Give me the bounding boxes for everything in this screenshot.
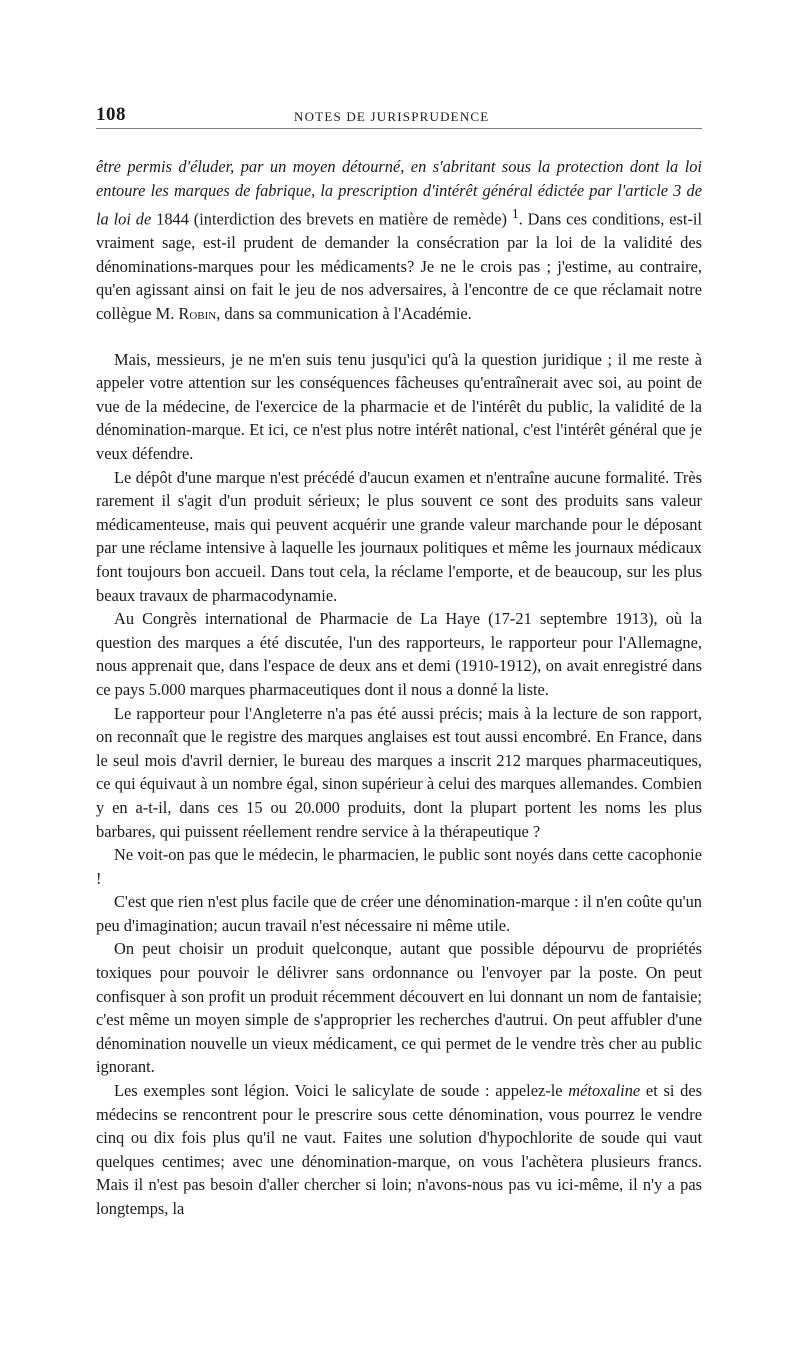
author-name: Robin (178, 304, 217, 324)
text-segment: . Dans ces conditions, est-il vraiment sage, est-il prudent de demander la consécration par la loi de la validité des dénominations-marques pour les médicaments? Je ne le crois pas ; j'estime, au contraire, qu'en agissant ainsi on fait le jeu de nos adversaires, à l'encontre de ce que réclamait notre collègue M. (96, 209, 703, 324)
page-header (96, 100, 702, 129)
paragraph-2: Mais, messieurs, je ne m'en suis tenu jusqu'ici qu'à la question juridique ; il me reste à appeler votre attention sur les conséquences fâcheuses qu'entraînerait avec soi, au point de vue de la médecine, de l'exercice de la pharmacie et de l'intérêt du public, la validité de la dénomination-marque. Et ici, ce n'est plus notre intérêt national, c'est l'intérêt général que je veux défendre. (96, 349, 702, 463)
page-number: 108 (96, 104, 126, 125)
paragraph-8: On peut choisir un produit quelconque, autant que possible dépourvu de propriétés toxiques pour pouvoir le délivrer sans ordonnance ou l'envoyer par la poste. On peut confisquer à son profit un produit récemment découvert en lui donnant un nom de fantaisie; c'est même un moyen simple de s'approprier les recherches d'autrui. On peut affubler d'une dénomination nouvelle un vieux médicament, ce qui permet de le vendre très cher au public ignorant. (96, 939, 702, 1077)
text-segment: et si des médecins se rencontrent pour le prescrire sous cette dénomination, vous pourrez le vendre cinq ou dix fois plus qu'il ne vaut. Faites une solution d'hypochlorite de soude qui vaut quelques centimes; avec une dénomination-marque, on vous l'achètera plusieurs francs. Mais il n'est pas besoin d'aller chercher si loin; n'avons-nous pas vu ici-même, il n'y a pas longtemps, la (96, 1081, 702, 1218)
document-page (96, 100, 702, 1221)
document-body (96, 155, 702, 1221)
text-segment: être permis d'éluder, par un moyen détourné, en s'abritant sous la protection dont la loi entoure les marques de fabrique, la prescription d'intérêt général édictée par l'article 3 de la loi de (96, 157, 702, 229)
paragraph-4: Au Congrès international de Pharmacie de La Haye (17-21 septembre 1913), où la question des marques a été discutée, l'un des rapporteurs, le rapporteur pour l'Allemagne, nous apprenait que, dans l'espace de deux ans et demi (1910-1912), on avait enregistré dans ce pays 5.000 marques pharmaceutiques dont il nous a donné la liste. (96, 609, 702, 699)
footnote-marker: 1 (511, 206, 519, 222)
text-segment: métoxaline (568, 1081, 641, 1101)
paragraph-9 (96, 1079, 702, 1221)
running-title: NOTES DE JURISPRUDENCE (294, 109, 490, 124)
paragraph-7: C'est que rien n'est plus facile que de créer une dénomination-marque : il n'en coûte qu'un peu d'imagination; aucun travail n'est nécessaire ni même utile. (96, 892, 702, 935)
paragraph-5: Le rapporteur pour l'Angleterre n'a pas été aussi précis; mais à la lecture de son rapport, on reconnaît que le registre des marques anglaises est tout aussi encombré. En France, dans le seul mois d'avril dernier, le bureau des marques a inscrit 212 marques pharmaceutiques, ce qui équivaut à un nombre égal, sinon supérieur à celui des marques allemandes. Combien y en a-t-il, dans ces 15 ou 20.000 produits, dont la plupart portent les noms les plus barbares, qui puissent réellement rendre service à la thérapeutique ? (96, 703, 702, 841)
text-segment: , dans sa communication à l'Académie. (216, 304, 472, 324)
paragraph-3: Le dépôt d'une marque n'est précédé d'aucun examen et n'entraîne aucune formalité. Très rarement il s'agit d'un produit sérieux; le plus souvent ce sont des produits sans valeur médicamenteuse, mais qui peuvent acquérir une grande valeur marchande pour le déposant par une réclame intensive à laquelle les journaux politiques et même les journaux médicaux font toujours bon accueil. Dans tout cela, la réclame l'emporte, et de beaucoup, sur les plus beaux travaux de pharmacodynamie. (96, 467, 702, 605)
paragraph-6: Ne voit-on pas que le médecin, le pharmacien, le public sont noyés dans cette cacophonie ! (96, 845, 702, 888)
text-segment: Les exemples sont légion. Voici le salicylate de soude : appelez-le (114, 1081, 569, 1101)
paragraph-1 (96, 155, 702, 326)
text-segment: 1844 (interdiction des brevets en matière de remède) (151, 209, 512, 229)
